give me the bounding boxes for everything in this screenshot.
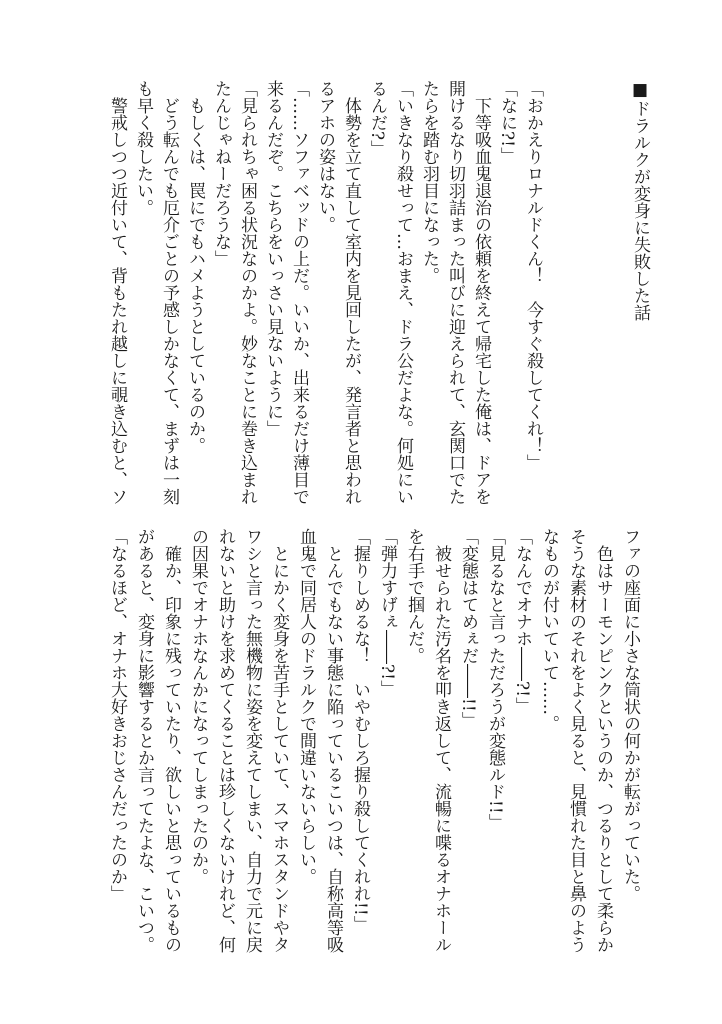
text-line: の因果でオナホなんかになってしまったのか。 [188, 528, 208, 885]
text-line: 「弾力すげぇ――?!」 [377, 528, 397, 697]
text-line: 確か、印象に残っていたり、欲しいと思っているもの [161, 528, 181, 953]
text-line: も早く殺したい。 [133, 80, 153, 216]
text-line: もしくは、罠にでもハメようとしているのか。 [185, 80, 205, 454]
text-line: 「変態はてめぇだ――!!」 [458, 528, 478, 729]
story-title: ■ドラルクが変身に失敗した話 [630, 80, 650, 321]
text-line: そうな素材のそれをよく見ると、見慣れた目と鼻のよう [566, 528, 586, 953]
text-line: 「おかえりロナルドくん！ 今すぐ殺してくれ！」 [523, 80, 543, 471]
text-line: たらを踏む羽目になった。 [419, 80, 439, 284]
text-line: を右手で掴んだ。 [404, 528, 424, 664]
text-line: 「いきなり殺せって…おまえ、ドラ公だよな。何処にい [393, 80, 413, 505]
text-line: どう転んでも厄介ごとの予感しかなくて、まずは一刻 [159, 80, 179, 505]
text-line: 色はサーモンピンクというのか、つるりとして柔らか [593, 528, 613, 953]
text-line: 「なに?!」 [497, 80, 517, 164]
text-line: なものが付いていて……。 [539, 528, 559, 732]
text-line: 開けるなり切羽詰まった叫びに迎えられて、玄関口でた [445, 80, 465, 505]
text-line: ファの座面に小さな筒状の何かが転がっていた。 [620, 528, 640, 902]
text-line: があると、変身に影響するとか言ってたよな、こいつ。 [134, 528, 154, 953]
text-line: れないと助けを求めてくることは珍しくないけれど、何 [215, 528, 235, 953]
text-line: 「……ソファベッドの上だ。いいか、出来るだけ薄目で [289, 80, 309, 505]
text-line: るアホの姿はない。 [315, 80, 335, 233]
text-line: 「なるほど、オナホ大好きおじさんだったのか」 [107, 528, 127, 902]
text-line: 被せられた汚名を叩き返して、流暢に喋るオナホール [431, 528, 451, 953]
text-line: とにかく変身を苦手としていて、スマホスタンドやタ [269, 528, 289, 953]
text-line: るんだ?」 [367, 80, 387, 158]
text-line: たんじゃねーだろうな」 [211, 80, 231, 267]
text-line: 下等吸血鬼退治の依頼を終えて帰宅した俺は、ドアを [471, 80, 491, 505]
text-line: 来るんだぞ。こちらをいっさい見ないように」 [263, 80, 283, 437]
text-line: 「なんでオナホ――?!」 [512, 528, 532, 714]
text-line: とんでもない事態に陥っているこいつは、自称高等吸 [323, 528, 343, 953]
text-line: 体勢を立て直して室内を見回したが、発言者と思われ [341, 80, 361, 505]
text-line: 「握りしめるな！ いやむしろ握り殺してくれれ!!」 [350, 528, 370, 933]
text-line: 「見られちゃ困る状況なのかよ。妙なことに巻き込まれ [237, 80, 257, 505]
text-line: 警戒しつつ近付いて、背もたれ越しに覗き込むと、ソ [107, 80, 127, 505]
text-line: 血鬼で同居人のドラルクで間違いないらしい。 [296, 528, 316, 885]
text-line: ワシと言った無機物に姿を変えてしまい、自力で元に戻 [242, 528, 262, 953]
text-line: 「見るなと言っただろうが変態ルド!!」 [485, 528, 505, 831]
